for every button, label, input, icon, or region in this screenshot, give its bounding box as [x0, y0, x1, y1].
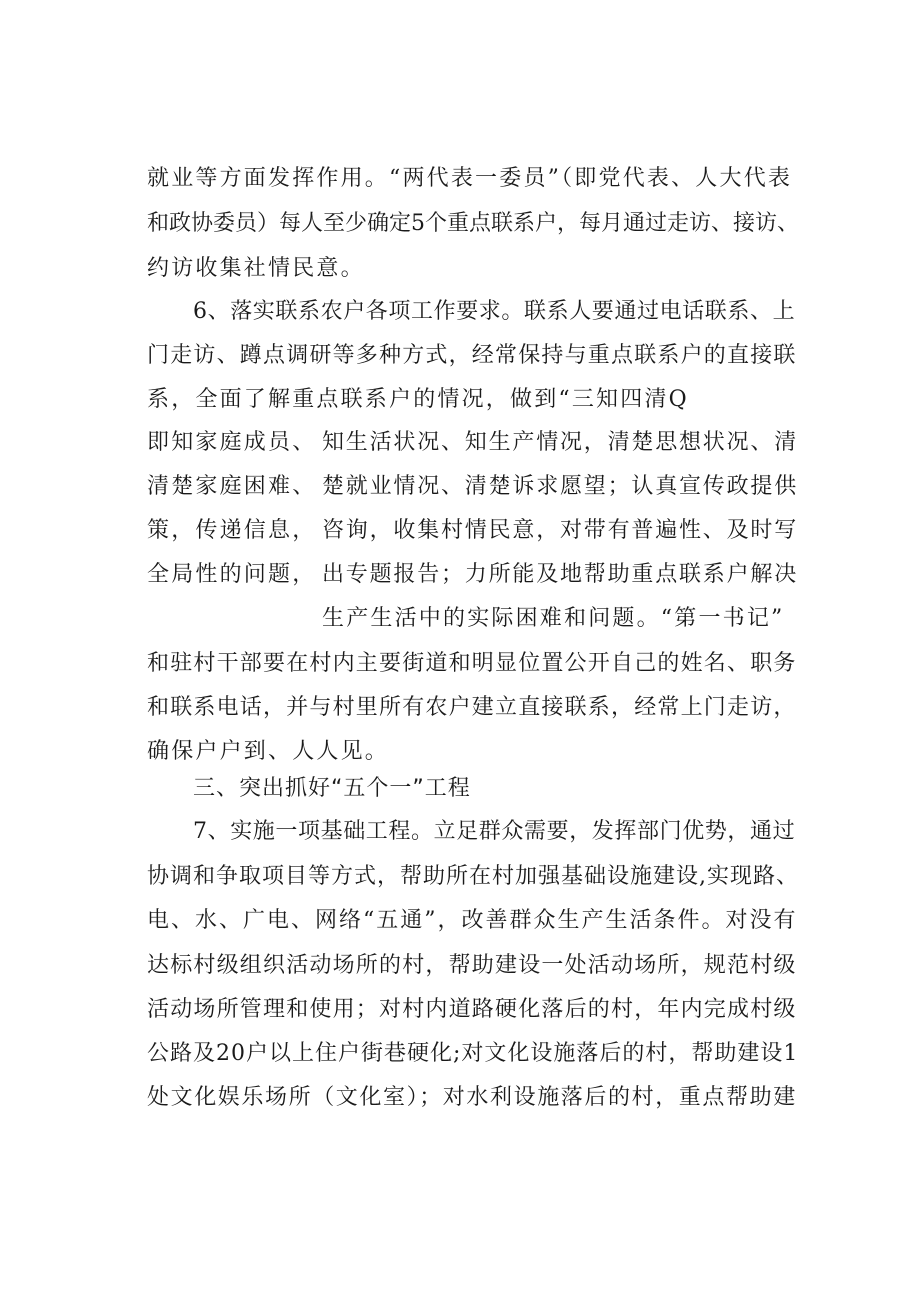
right-column-line: 知生活状况、知生产情况，清楚思想状况、清 [322, 430, 799, 455]
left-column-line: 清楚家庭困难、 [147, 474, 317, 499]
right-column-line: 生产生活中的实际困难和问题。“第一书记” [322, 606, 785, 631]
text-line: 和政协委员）每人至少确定5个重点联系户，每月通过走访、接访、 [147, 211, 799, 236]
text-line: 约访收集社情民意。 [147, 256, 365, 281]
right-column-line: 楚就业情况、清楚诉求愿望；认真宣传政提供 [322, 474, 799, 499]
text-line: 系，全面了解重点联系户的情况，做到“三知四清Q [147, 387, 689, 412]
section-heading: 三、突出抓好“五个一”工程 [193, 776, 471, 801]
left-column-line: 策，传递信息， [147, 518, 317, 543]
text-line: 7、实施一项基础工程。立足群众需要，发挥部门优势，通过 [193, 819, 796, 844]
text-line: 门走访、蹲点调研等多种方式，经常保持与重点联系户的直接联 [147, 343, 797, 368]
text-line: 和驻村干部要在村内主要街道和明显位置公开自己的姓名、职务 [147, 651, 797, 676]
text-line: 就业等方面发挥作用。“两代表一委员”（即党代表、人大代表 [147, 166, 793, 191]
text-line: 公路及20户以上住户街巷硬化;对文化设施落后的村，帮助建设1 [147, 1041, 799, 1066]
text-line: 处文化娱乐场所（文化室）；对水利设施落后的村，重点帮助建 [147, 1085, 797, 1110]
left-column-line: 全局性的问题， [147, 562, 317, 587]
text-line: 和联系电话，并与村里所有农户建立直接联系，经常上门走访， [147, 695, 797, 720]
text-line: 活动场所管理和使用；对村内道路硬化落后的村，年内完成村级 [147, 997, 797, 1022]
text-line: 协调和争取项目等方式，帮助所在村加强基础设施建设,实现路、 [147, 864, 799, 889]
right-column-line: 出专题报告；力所能及地帮助重点联系户解决 [322, 562, 799, 587]
text-line: 6、落实联系农户各项工作要求。联系人要通过电话联系、上 [193, 299, 796, 324]
text-line: 达标村级组织活动场所的村，帮助建设一处活动场所，规范村级 [147, 953, 797, 978]
left-column-line: 即知家庭成员、 [147, 430, 317, 455]
text-line: 电、水、广电、网络“五通”，改善群众生产生活条件。对没有 [147, 908, 798, 933]
text-line: 确保户户到、人人见。 [147, 739, 390, 764]
right-column-line: 咨询，收集村情民意，对带有普遍性、及时写 [322, 518, 799, 543]
